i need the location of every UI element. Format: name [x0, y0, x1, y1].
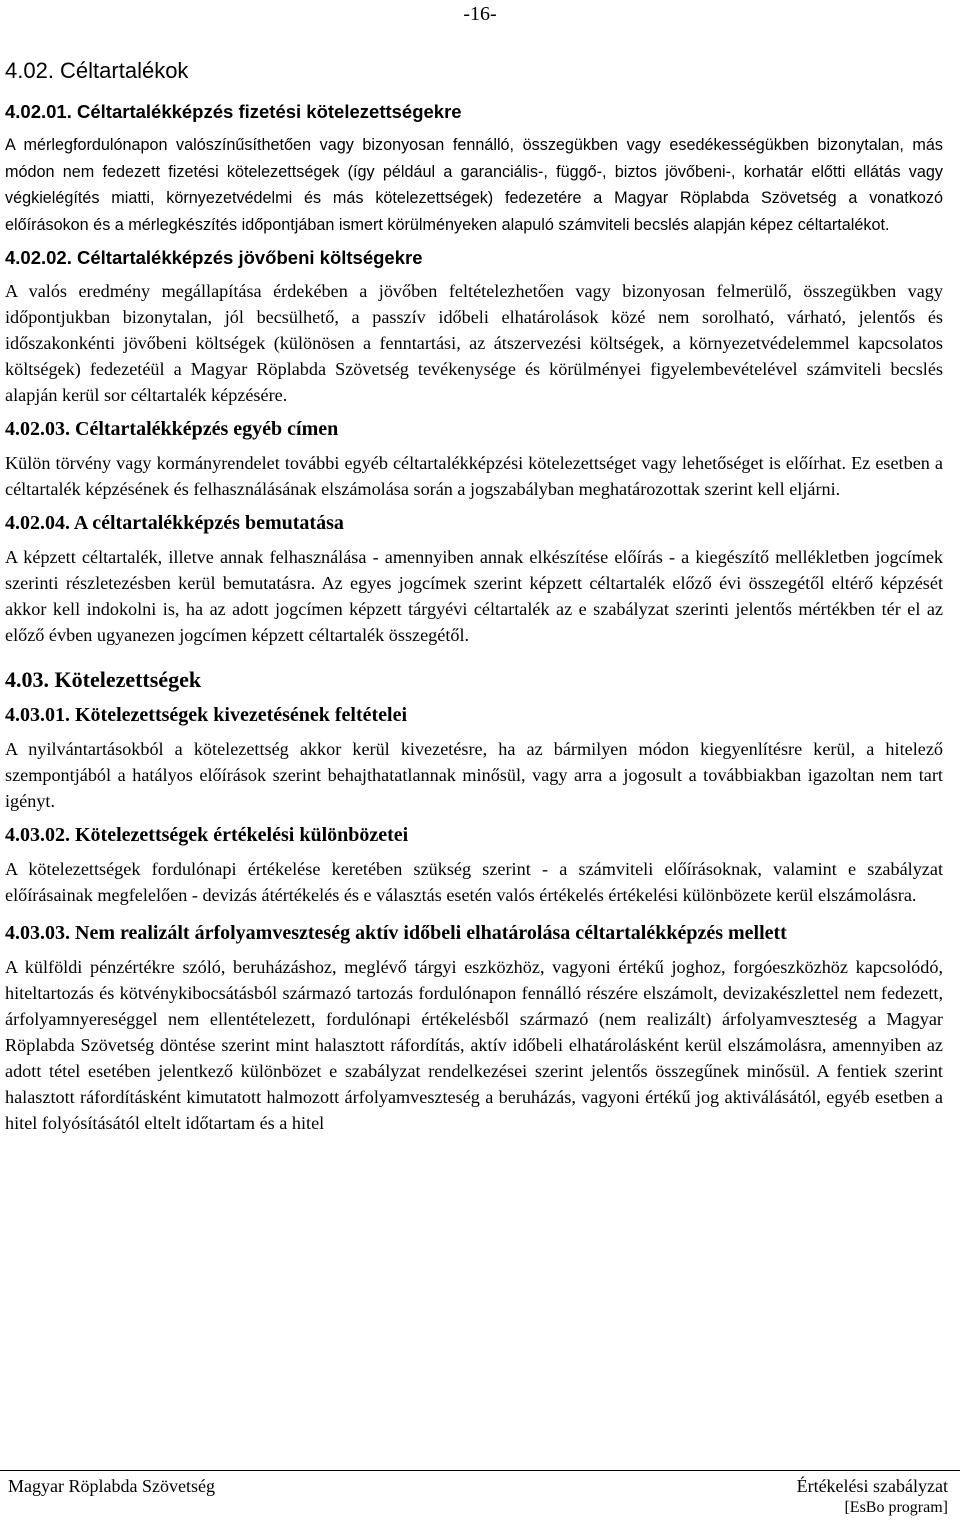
subsection-heading-4-03-03: 4.03.03. Nem realizált árfolyamveszteség aktív időbeli elhatárolása céltartalékképzés mellett	[5, 922, 787, 944]
paragraph-4-02-03: Külön törvény vagy kormányrendelet további egyéb céltartalékképzési kötelezettséget vagy lehetőséget is előírhat. Ez esetben a céltartalék képzésének és felhasználásának elszámolása során a jogszabályban meghatározottak szerint kell eljárni.	[5, 453, 943, 499]
paragraph-4-03-02: A kötelezettségek fordulónapi értékelése keretében szükség szerint - a számviteli előírásoknak, valamint e szabályzat előírásainak megfelelően - devizás átértékelés és e választás esetén valós értékelés értékelési különbözete kerül elszámolásra.	[5, 859, 943, 905]
paragraph-4-02-02: A valós eredmény megállapítása érdekében a jövőben feltételezhetően vagy bizonyosan felmerülő, összegükben vagy időpontjukban bizonytalan, jól becsülhető, a passzív időbeli elhatárolások közé nem sorolható, várható, jelentős és időszakonkénti jövőbeni költségek (különösen a fenntartási, az átszervezési költségek, a környezetvédelemmel kapcsolatos költségek) fedezetéül a Magyar Röplabda Szövetség tevékenysége és körülményei figyelembevételével számviteli becslés alapján kerül sor céltartalék képzésére.	[5, 281, 943, 405]
section-heading-4-02: 4.02. Céltartalékok	[5, 58, 189, 83]
footer-document-title: Értékelési szabályzat	[796, 1476, 948, 1496]
subsection-heading-4-02-02: 4.02.02. Céltartalékképzés jövőbeni költségekre	[5, 247, 423, 268]
subsection-heading-4-02-01: 4.02.01. Céltartalékképzés fizetési kötelezettségekre	[5, 101, 462, 122]
subsection-heading-4-02-03: 4.02.03. Céltartalékképzés egyéb címen	[5, 418, 339, 440]
section-heading-4-03: 4.03. Kötelezettségek	[5, 667, 202, 692]
subsection-heading-4-02-04: 4.02.04. A céltartalékképzés bemutatása	[5, 512, 344, 534]
footer-organization: Magyar Röplabda Szövetség	[8, 1476, 215, 1496]
page-footer	[0, 1470, 960, 1520]
paragraph-4-03-01: A nyilvántartásokból a kötelezettség akkor kerül kivezetésre, ha az bármilyen módon kiegyenlítésre kerül, a hitelező szempontjából a hatályos előírások szerint behajthatatlannak minősül, vagy arra a jogosult a továbbiakban igazoltan nem tart igényt.	[5, 739, 943, 811]
subsection-heading-4-03-02: 4.03.02. Kötelezettségek értékelési különbözetei	[5, 824, 409, 846]
paragraph-4-02-01: A mérlegfordulónapon valószínűsíthetően vagy bizonyosan fennálló, összegükben vagy esedékességükben bizonytalan, más módon nem fedezett fizetési kötelezettségek (így például a garanciális-, függő-, biztos jövőbeni-, korhatár előtti ellátás vagy végkielégítés miatti, környezetvédelmi és más kötelezettségek) fedezetére a Magyar Röplabda Szövetség a vonatkozó előírásokon és a mérlegkészítés időpontjában ismert körülményeken alapuló számviteli becslés alapján képez céltartalékot.	[5, 136, 943, 234]
document-body	[5, 58, 943, 1144]
subsection-heading-4-03-01: 4.03.01. Kötelezettségek kivezetésének feltételei	[5, 704, 408, 726]
footer-program-name: [EsBo program]	[844, 1499, 948, 1516]
paragraph-4-02-04: A képzett céltartalék, illetve annak felhasználása - amennyiben annak elkészítése előírás - a kiegészítő mellékletben jogcímek szerinti részletezésben kerül bemutatásra. Az egyes jogcímek szerint képzett céltartalék előző évi összegétől eltérő képzését akkor kell indokolni is, ha az adott jogcímen képzett tárgyévi céltartalék az e szabályzat szerinti jelentős mértékben tér el az előző évben ugyanezen jogcímen képzett céltartalék összegétől.	[5, 547, 943, 645]
page-number: -16-	[463, 3, 497, 25]
paragraph-4-03-03: A külföldi pénzértékre szóló, beruházáshoz, meglévő tárgyi eszközhöz, vagyoni értékű joghoz, forgóeszközhöz kapcsolódó, hiteltartozás és kötvénykibocsátásból származó tartozás fordulónapon fennálló részére elszámolt, devizakészlettel nem fedezett, árfolyamnyereséggel nem ellentételezett, fordulónapi értékelésből származó (nem realizált) árfolyamveszteség a Magyar Röplabda Szövetség döntése szerint mint halasztott ráfordítás, aktív időbeli elhatárolásként kerül elszámolásra, amennyiben az adott tétel esetében jelentkező különbözet e szabályzat rendelkezései szerint jelentős összegűnek minősül. A fentiek szerint halasztott ráfordításként kimutatott halmozott árfolyamveszteség a beruházás, vagyoni értékű jog aktiválásától, egyéb esetben a hitel folyósításától eltelt időtartam és a hitel	[5, 957, 943, 1133]
